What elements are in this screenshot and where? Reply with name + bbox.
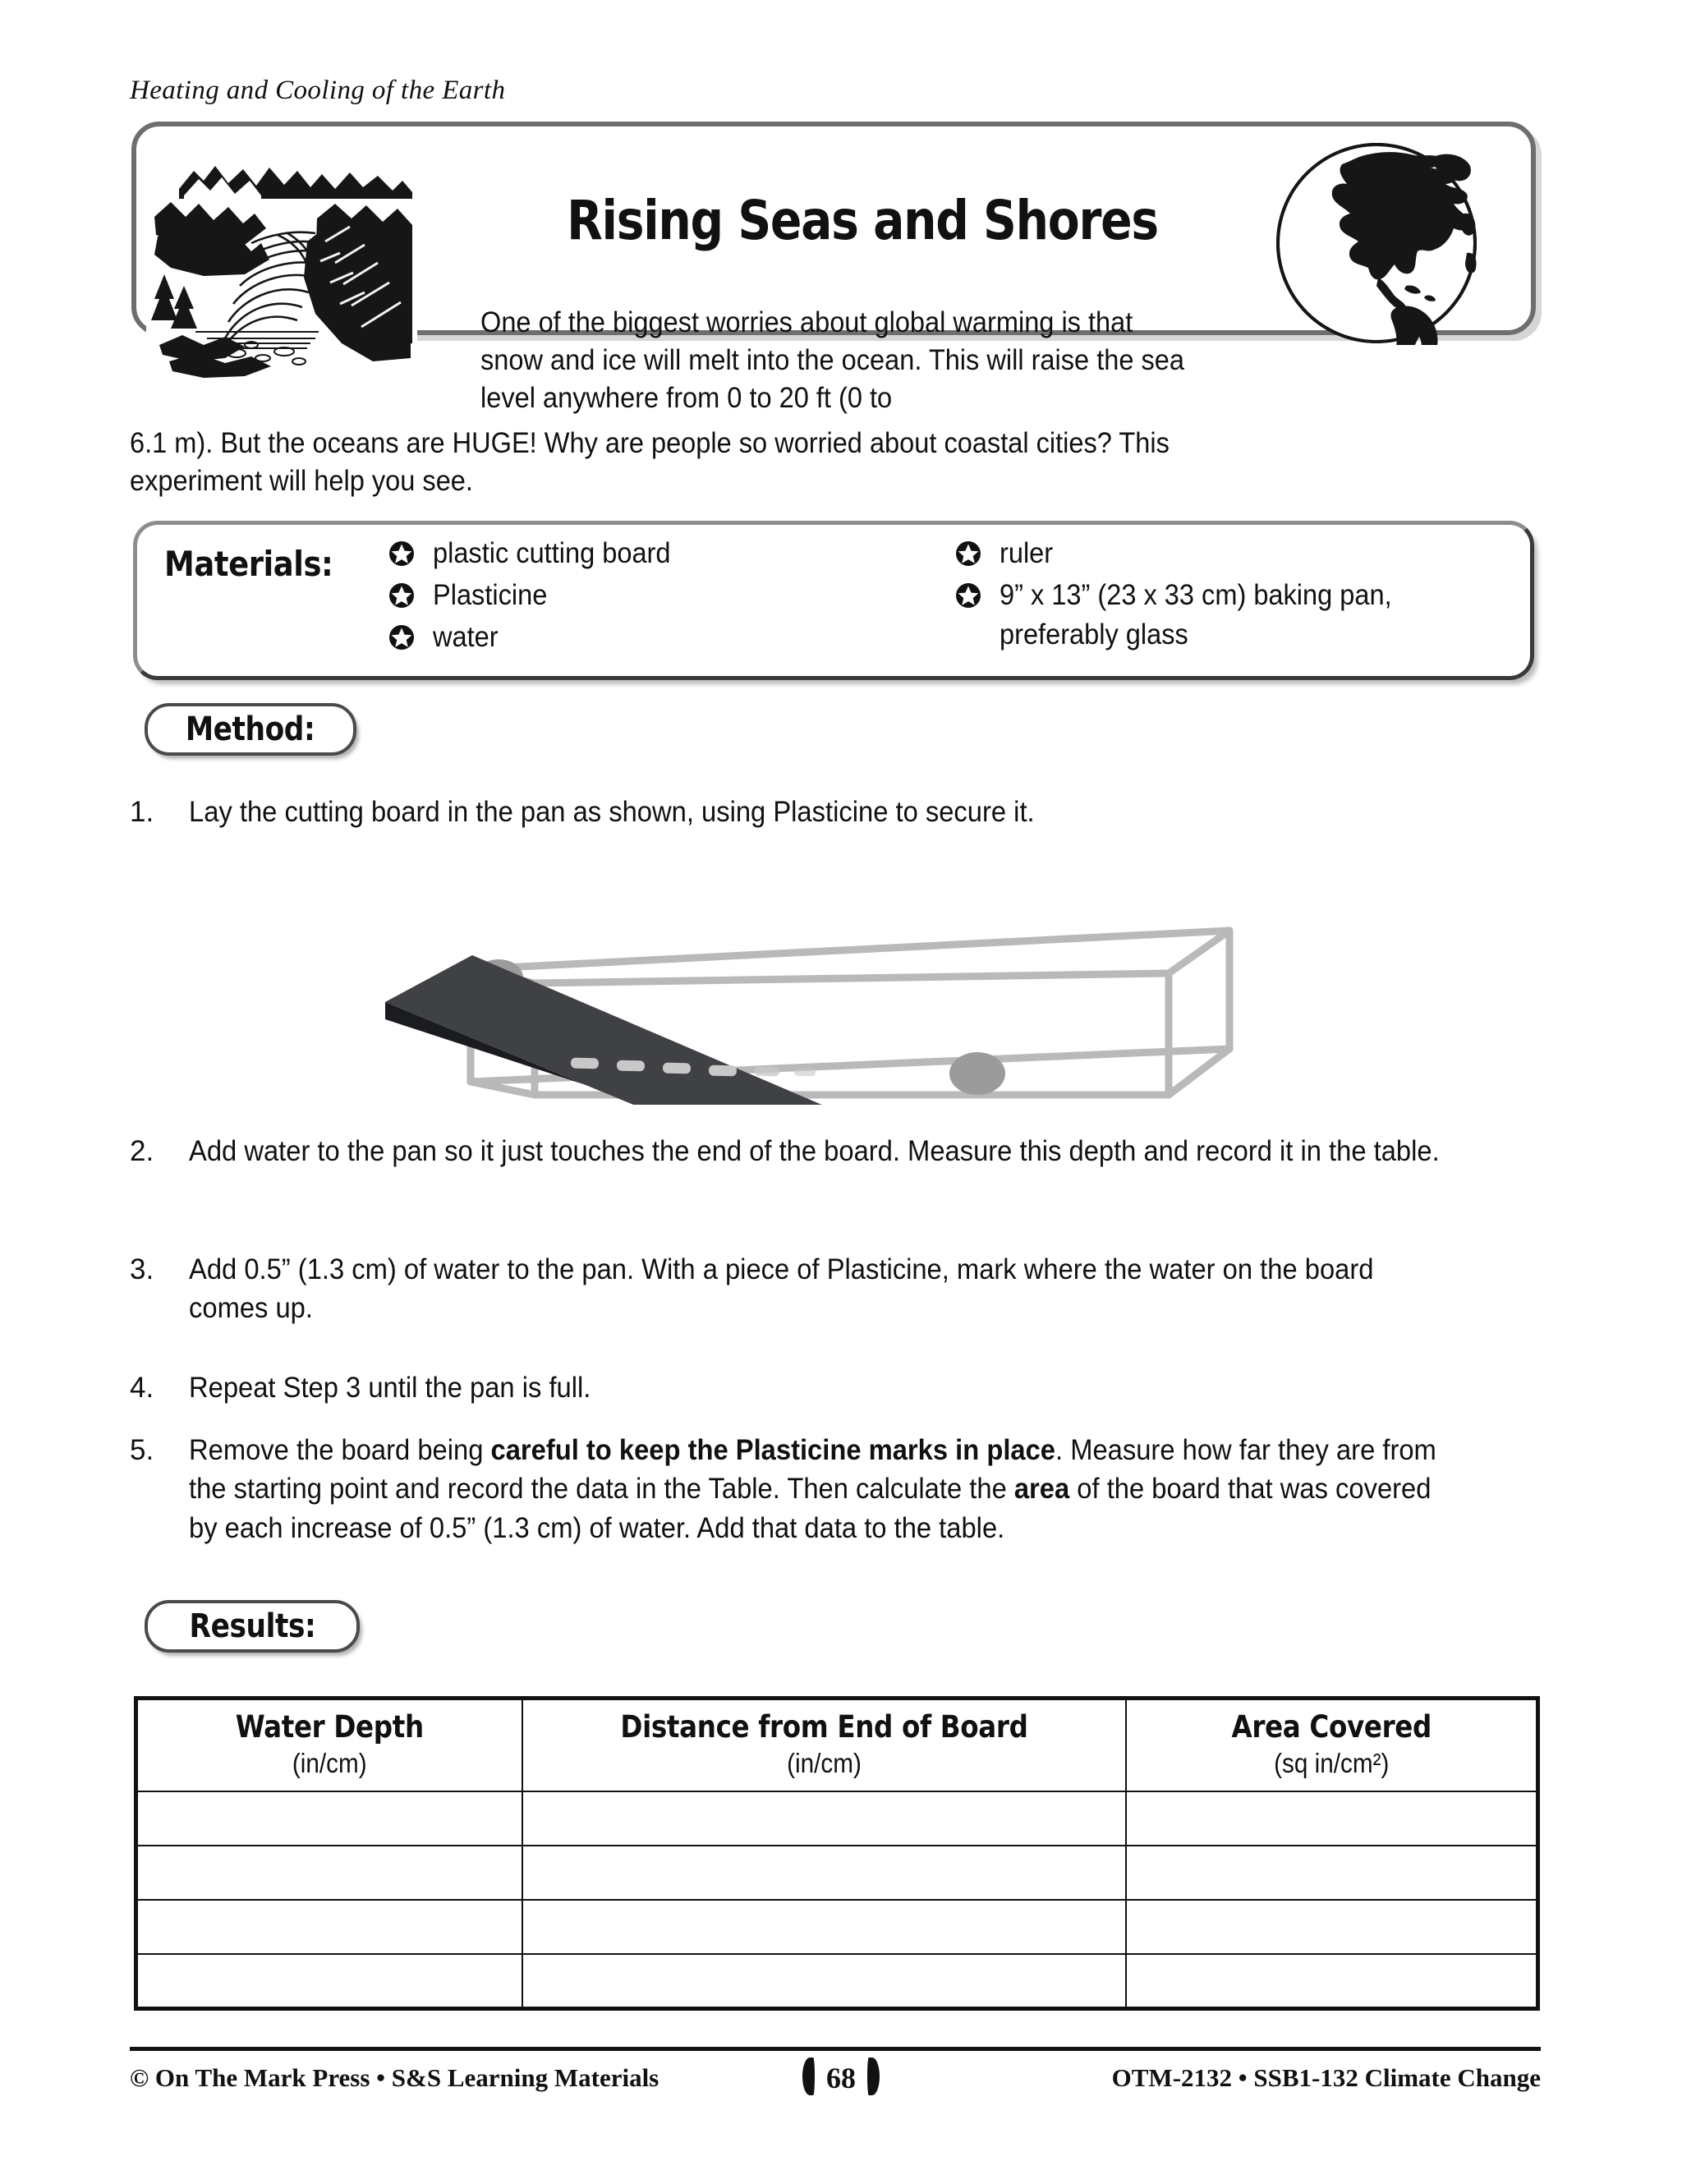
step-text <box>189 1431 1455 1547</box>
step-text-emphasis: area <box>1013 1473 1070 1506</box>
step-number: 1. <box>130 796 154 828</box>
table-cell-blank[interactable] <box>136 1846 522 1900</box>
method-step <box>130 1368 1542 1407</box>
step-text-run: Lay the cutting board in the pan as shown, using Plasticine to secure it. <box>189 796 1035 828</box>
table-cell-blank[interactable] <box>522 1900 1126 1954</box>
materials-column-left <box>386 534 912 660</box>
step-number: 5. <box>130 1434 154 1466</box>
table-column-header <box>1126 1699 1538 1792</box>
step-text <box>189 1250 1455 1328</box>
table-row <box>136 1954 1538 2008</box>
step-text <box>189 1368 1455 1407</box>
step-number: 3. <box>130 1253 154 1285</box>
table-cell-blank[interactable] <box>1126 1954 1538 2008</box>
tilted-board-in-baking-pan-diagram <box>374 858 1236 1105</box>
table-header-row <box>136 1699 1538 1792</box>
results-section-pill <box>145 1600 360 1653</box>
method-step <box>130 1132 1542 1170</box>
star-in-circle-bullet-icon <box>388 624 415 651</box>
footer-copyright: © On The Mark Press • S&S Learning Materials <box>130 2063 659 2092</box>
table-cell-blank[interactable] <box>522 1791 1126 1846</box>
materials-item-label: Plasticine <box>433 578 548 611</box>
method-step <box>130 1431 1542 1547</box>
method-label: Method: <box>186 710 315 748</box>
step-text-run: Repeat Step 3 until the pan is full. <box>189 1372 591 1404</box>
step-text-run: . Measure how far they are from the starting point and record the data in the Table. Then calculate the <box>189 1434 1436 1506</box>
star-in-circle-bullet-icon <box>955 582 981 609</box>
materials-list-item <box>386 618 912 657</box>
page-number-value: 68 <box>826 2061 856 2094</box>
results-label: Results: <box>189 1607 315 1645</box>
step-text-run: Add 0.5” (1.3 cm) of water to the pan. With a piece of Plasticine, mark where the water on the board comes up. <box>189 1253 1374 1325</box>
results-table-head <box>136 1699 1538 1792</box>
column-header-units: (in/cm) <box>786 1748 862 1778</box>
page-bracket-left-icon <box>802 2058 815 2095</box>
intro-paragraph-continued: 6.1 m). But the oceans are HUGE! Why are people so worried about coastal cities? This experiment will help you see. <box>130 427 1170 498</box>
table-cell-blank[interactable] <box>136 1900 522 1954</box>
step-text-run: Remove the board being <box>189 1434 491 1466</box>
method-step <box>130 793 1542 831</box>
table-cell-blank[interactable] <box>522 1954 1126 2008</box>
step-text <box>189 1132 1455 1170</box>
materials-list-item <box>386 534 912 573</box>
glacier-mountain-illustration <box>146 138 417 384</box>
table-column-header <box>136 1699 522 1792</box>
globe-americas-icon <box>1275 141 1478 345</box>
materials-item-label: ruler <box>1000 537 1054 569</box>
results-table <box>134 1696 1540 2011</box>
step-number: 4. <box>130 1372 154 1404</box>
materials-label: Materials: <box>164 544 333 584</box>
column-header-title: Area Covered <box>1231 1709 1432 1745</box>
materials-column-right <box>953 534 1478 657</box>
table-cell-blank[interactable] <box>136 1954 522 2008</box>
table-row <box>136 1791 1538 1846</box>
step-number: 2. <box>130 1135 154 1167</box>
page-title: Rising Seas and Shores <box>567 189 1158 252</box>
table-column-header <box>522 1699 1126 1792</box>
running-head: Heating and Cooling of the Earth <box>130 76 506 105</box>
table-cell-blank[interactable] <box>1126 1900 1538 1954</box>
column-header-units: (sq in/cm²) <box>1273 1748 1389 1778</box>
table-cell-blank[interactable] <box>1126 1791 1538 1846</box>
column-header-units: (in/cm) <box>292 1748 367 1778</box>
materials-item-label: water <box>433 620 499 653</box>
table-cell-blank[interactable] <box>136 1791 522 1846</box>
materials-item-label: plastic cutting board <box>433 537 671 569</box>
step-text-run: Add water to the pan so it just touches the end of the board. Measure this depth and record it in the table. <box>189 1135 1440 1167</box>
footer-rule <box>130 2047 1541 2051</box>
column-header-title: Water Depth <box>235 1709 424 1745</box>
table-cell-blank[interactable] <box>1126 1846 1538 1900</box>
star-in-circle-bullet-icon <box>955 540 981 567</box>
materials-list-item <box>953 576 1478 655</box>
step-text-emphasis: careful to keep the Plasticine marks in place <box>490 1434 1056 1466</box>
step-text-run: of the board that was covered by each increase of 0.5” (1.3 cm) of water. Add that data to the table. <box>189 1473 1432 1544</box>
table-cell-blank[interactable] <box>522 1846 1126 1900</box>
page-bracket-right-icon <box>867 2058 880 2095</box>
star-in-circle-bullet-icon <box>388 540 415 567</box>
star-in-circle-bullet-icon <box>388 582 415 609</box>
table-row <box>136 1900 1538 1954</box>
method-section-pill <box>145 703 356 756</box>
step-text <box>189 793 1455 831</box>
materials-list-item <box>386 576 912 615</box>
table-row <box>136 1846 1538 1900</box>
intro-paragraph-inset: One of the biggest worries about global warming is that snow and ice will melt into the ocean. This will raise the sea level anywhere from 0 to 20 ft (0 to <box>480 306 1184 415</box>
materials-item-label: 9” x 13” (23 x 33 cm) baking pan, preferably glass <box>1000 578 1392 651</box>
results-table-body <box>136 1791 1538 2008</box>
method-step <box>130 1250 1542 1328</box>
materials-list-item <box>953 534 1478 573</box>
column-header-title: Distance from End of Board <box>619 1709 1028 1745</box>
footer-product-code: OTM-2132 • SSB1-132 Climate Change <box>1111 2063 1541 2092</box>
